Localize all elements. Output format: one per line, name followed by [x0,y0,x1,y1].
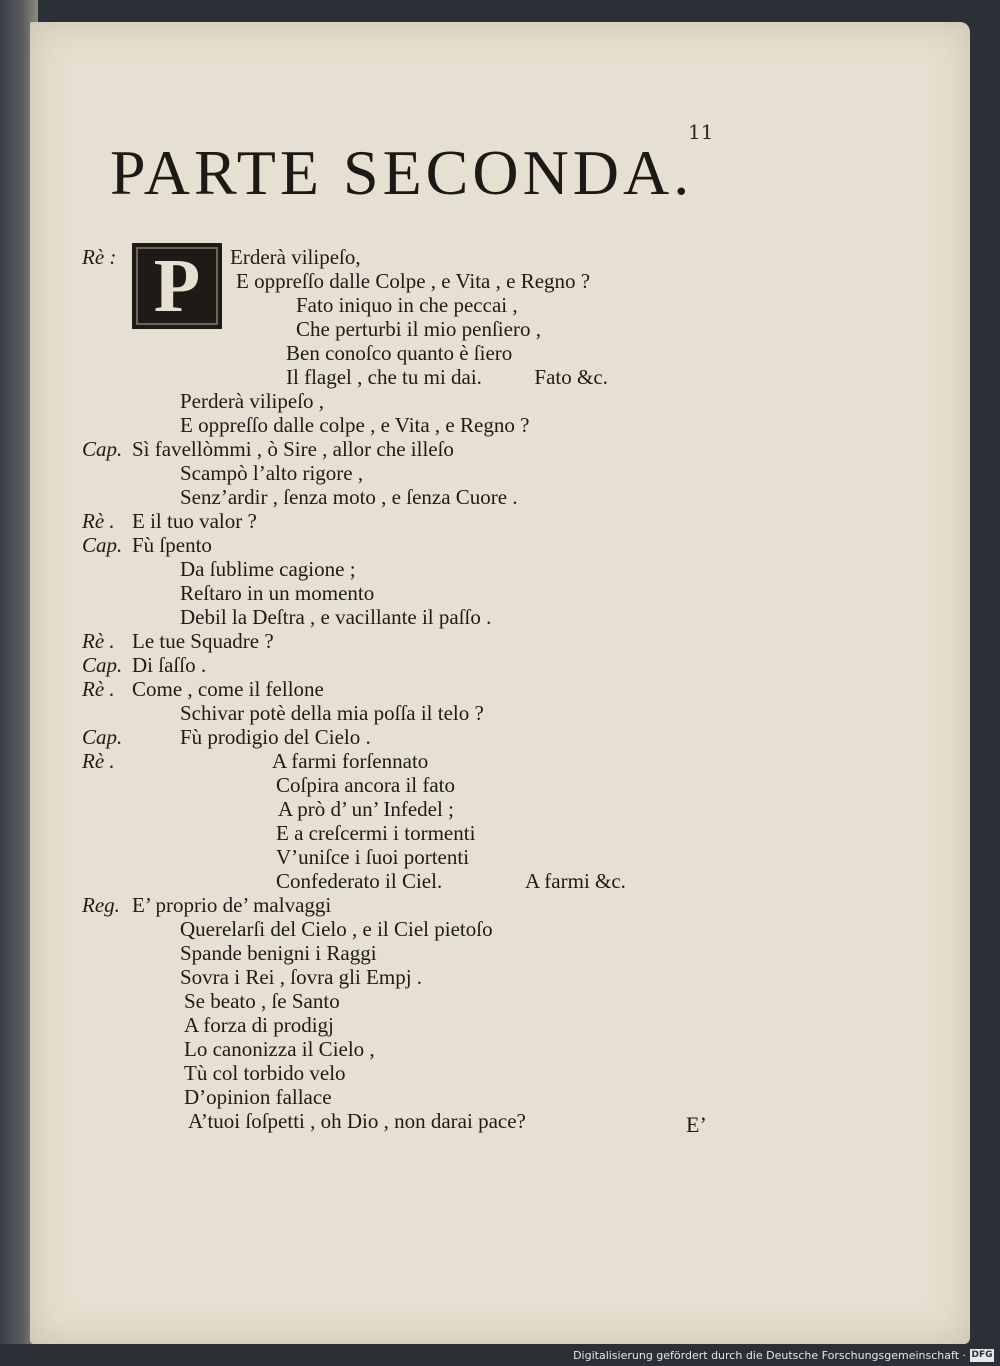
verse-line: Spande benigni i Raggi [180,941,377,965]
verse-line: Tù col torbido velo [184,1061,346,1085]
verse-line: Scampò l’alto rigore , [180,461,364,485]
verse-line: Fato iniquo in che peccai , [296,293,518,317]
verse-line: Se beato , ſe Santo [184,989,340,1013]
verse-line: Senz’ardir , ſenza moto , e ſenza Cuore . [180,485,518,509]
verse-line: Le tue Squadre ? [132,629,274,653]
verse-line: Querelarſi del Cielo , e il Ciel pietoſo [180,917,493,941]
speaker-label: Rè . [82,629,115,653]
verse-line: Che perturbi il mio penſiero , [296,317,541,341]
speaker-label: Rè . [82,749,115,773]
dfg-logo-icon: DFG [971,1350,993,1360]
verse-line: Il flagel , che tu mi dai. Fato &c. [286,365,608,389]
verse-line: E oppreſſo dalle colpe , e Vita , e Regno ? [180,413,530,437]
page-title: PARTE SECONDA. [110,137,694,208]
verse-line: Sì favellòmmi , ò Sire , allor che illeſo [132,437,454,461]
footer-credit: Digitalisierung gefördert durch die Deutsche Forschungsgemeinschaft · [573,1349,966,1362]
verse-line: Coſpira ancora il fato [276,773,456,797]
speaker-label: Rè . [82,509,115,533]
speaker-label: Cap. [82,725,123,749]
verse-line: Fù prodigio del Cielo . [180,725,371,749]
verse-line: A forza di prodigj [184,1013,334,1037]
verse-line: A farmi forſennato [272,749,429,773]
speaker-label: Rè : [82,245,117,269]
verse-line: A’tuoi ſoſpetti , oh Dio , non darai pace? [188,1109,526,1133]
verse-line: Di ſaſſo . [132,653,207,677]
verse-line: Ben conoſco quanto è ſiero [286,341,513,365]
page-number: 11 [688,120,714,144]
verse-line: E oppreſſo dalle Colpe , e Vita , e Regno ? [236,269,591,293]
speaker-label: Reg. [82,893,120,917]
verse-line: D’opinion fallace [184,1085,332,1109]
verse-line: Sovra i Rei , ſovra gli Empj . [180,965,423,989]
speaker-label: Cap. [82,533,123,557]
verse-line: A prò d’ un’ Infedel ; [278,797,454,821]
verse-line: Come , come il fellone [132,677,324,701]
verse-line: Reſtaro in un momento [180,581,375,605]
verse-line: V’uniſce i ſuoi portenti [276,845,470,869]
speaker-label: Cap. [82,653,123,677]
verse-line: Fù ſpento [132,533,212,557]
verse-line: Debil la Deſtra , e vacillante il paſſo . [180,605,492,629]
verse-line: E il tuo valor ? [132,509,257,533]
verse-line: Schivar potè della mia poſſa il telo ? [180,701,484,725]
verse-line: Lo canonizza il Cielo , [184,1037,375,1061]
verse-line: E’ proprio de’ malvaggi [132,893,332,917]
verse-line: Perderà vilipeſo , [180,389,325,413]
catchword: E’ [686,1112,707,1137]
verse-line: Da ſublime cagione ; [180,557,356,581]
drop-cap-initial: P [132,243,222,329]
speaker-label: Cap. [82,437,123,461]
speaker-label: Rè . [82,677,115,701]
verse-line: Confederato il Ciel. A farmi &c. [276,869,626,893]
verse-line: Erderà vilipeſo, [230,245,361,269]
verse-line: E a creſcermi i tormenti [276,821,476,845]
